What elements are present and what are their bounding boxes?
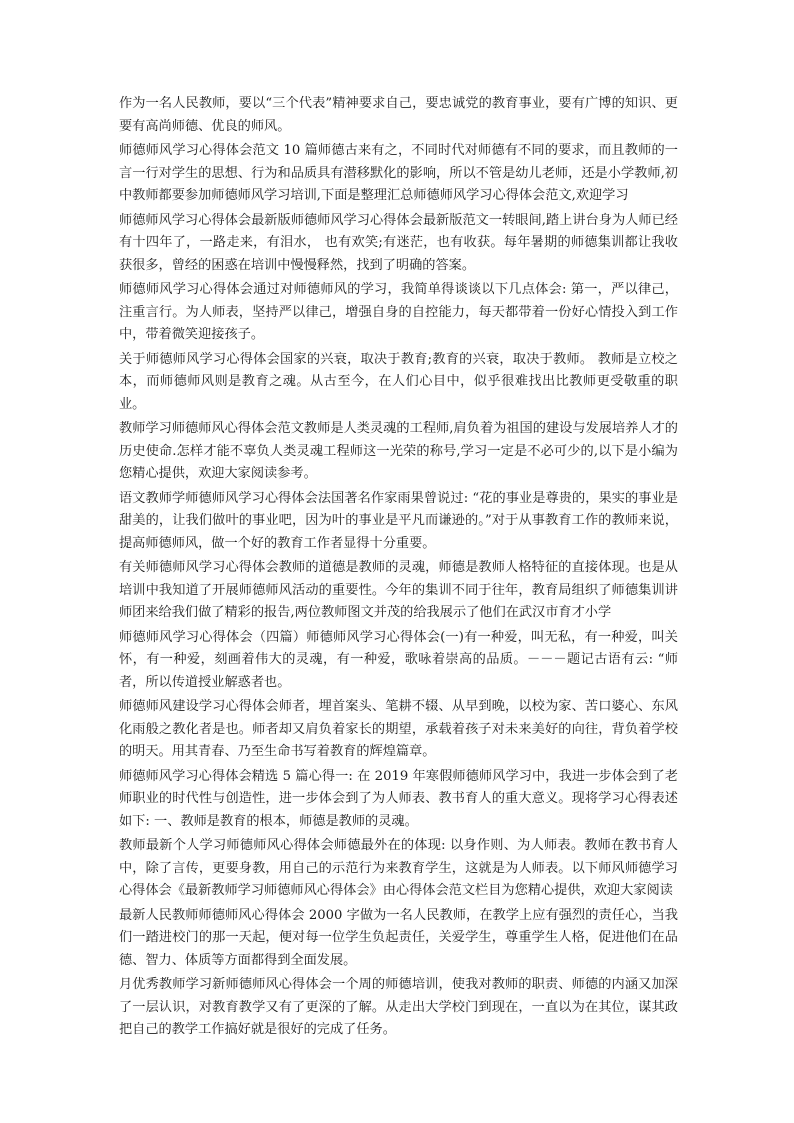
paragraph: 关于师德师风学习心得体会国家的兴衰，取决于教育;教育的兴衰，取决于教师。 教师是立校之本，而师德师风则是教育之魂。从古至今，在人们心目中，似乎很难找出比教师更受敬重的职业。 — [119, 351, 678, 412]
paragraph: 师德师风学习心得体会精选 5 篇心得一: 在 2019 年寒假师德师风学习中，我进一步体会到了老师职业的时代性与创造性，进一步体会到了为人师表、教书育人的重大意义。现将学习心得表述如下: 一、教师是教育的根本，师德是教师的灵魂。 — [119, 768, 678, 829]
paragraph: 师德师风学习心得体会最新版师德师风学习心得体会最新版范文一转眼间,踏上讲台身为人师已经有十四年了，一路走来，有泪水， 也有欢笑;有迷茫，也有收获。每年暑期的师德集训都让我收获很多，曾经的困惑在培训中慢慢释然，找到了明确的答案。 — [119, 212, 678, 273]
paragraph: 语文教师学师德师风学习心得体会法国著名作家雨果曾说过: “花的事业是尊贵的，果实的事业是甜美的，让我们做叶的事业吧，因为叶的事业是平凡而谦逊的。”对于从事教育工作的教师来说，提高师德师风，做一个好的教育工作者显得十分重要。 — [119, 490, 678, 551]
paragraph: 最新人民教师师德师风心得体会 2000 字做为一名人民教师，在教学上应有强烈的责任心，当我们一踏进校门的那一天起，便对每一位学生负起责任，关爱学生，尊重学生人格，促进他们在品德、智力、体质等方面都得到全面发展。 — [119, 907, 678, 968]
paragraph: 师德师风建设学习心得体会师者，埋首案头、笔耕不辍、从早到晚，以校为家、苦口婆心、东风化雨般之教化者是也。师者却又肩负着家长的期望，承载着孩子对未来美好的向往，背负着学校的明天。用其青春、乃至生命书写着教育的辉煌篇章。 — [119, 699, 678, 759]
paragraph: 教师学习师德师风心得体会范文教师是人类灵魂的工程师,肩负着为祖国的建设与发展培养人才的历史使命.怎样才能不辜负人类灵魂工程师这一光荣的称号,学习一定是不必可少的,以下是小编为您精心提供，欢迎大家阅读参考。 — [119, 421, 678, 481]
paragraph: 师德师风学习心得体会范文 10 篇师德古来有之，不同时代对师德有不同的要求，而且教师的一言一行对学生的思想、行为和品质具有潜移默化的影响，所以不管是幼儿老师，还是小学教师,初中教师都要参加师德师风学习培训,下面是整理汇总师德师风学习心得体会范文,欢迎学习 — [119, 143, 678, 203]
paragraph: 师德师风学习心得体会（四篇）师德师风学习心得体会(一)有一种爱，叫无私，有一种爱，叫关怀，有一种爱，刻画着伟大的灵魂，有一种爱，歌咏着崇高的品质。－－－题记古语有云: “师者，所以传道授业解惑者也。 — [119, 629, 678, 690]
paragraph: 月优秀教师学习新师德师风心得体会一个周的师德培训，使我对教师的职责、师德的内涵又加深了一层认识，对教育教学又有了更深的了解。从走出大学校门到现在，一直以为在其位，谋其政把自己的教学工作搞好就是很好的完成了任务。 — [119, 977, 678, 1037]
paragraph: 有关师德师风学习心得体会教师的道德是教师的灵魂，师德是教师人格特征的直接体现。也是从培训中我知道了开展师德师风活动的重要性。今年的集训不同于往年，教育局组织了师德集训讲师团来给我们做了精彩的报告,两位教师图文并茂的给我展示了他们在武汉市育才小学 — [119, 560, 678, 620]
paragraph: 师德师风学习心得体会通过对师德师风的学习，我简单得谈谈以下几点体会: 第一，严以律己，注重言行。为人师表，坚持严以律己，增强自身的自控能力，每天都带着一份好心情投入到工作中，带着微笑迎接孩子。 — [119, 282, 678, 342]
document-body — [119, 93, 678, 1044]
paragraph: 教师最新个人学习师德师风心得体会师德最外在的体现: 以身作则、为人师表。教师在教书育人中，除了言传，更要身教，用自己的示范行为来教育学生，这就是为人师表。以下师风师德学习心得体会《最新教师学习师德师风心得体会》由心得体会范文栏目为您精心提供，欢迎大家阅读 — [119, 838, 678, 898]
paragraph: 作为一名人民教师，要以“三个代表”精神要求自己，要忠诚党的教育事业，要有广博的知识、更要有高尚师德、优良的师风。 — [119, 96, 678, 134]
